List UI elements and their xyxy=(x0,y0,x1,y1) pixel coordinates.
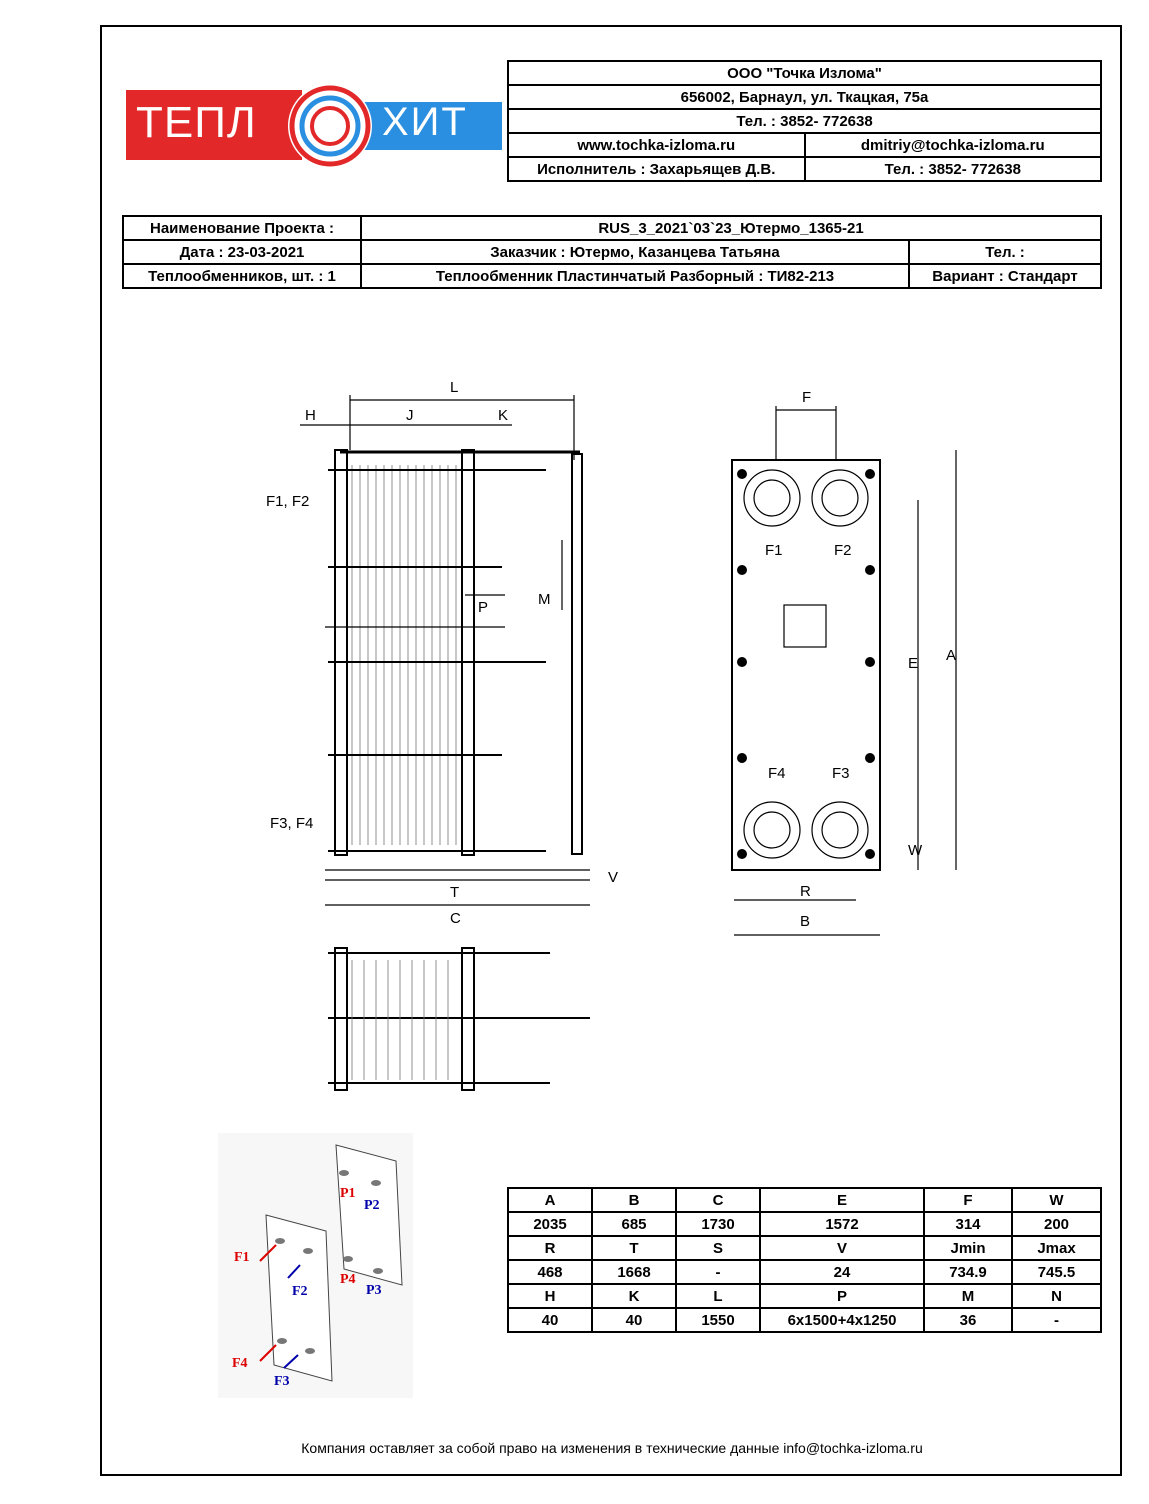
technical-drawing xyxy=(240,370,980,1100)
dim-cell: 40 xyxy=(508,1308,592,1332)
label-H: H xyxy=(305,407,316,424)
project-date: Дата : 23-03-2021 xyxy=(123,240,361,264)
top-view xyxy=(328,948,590,1090)
label-front-F3: F3 xyxy=(832,765,850,782)
dim-cell: - xyxy=(1012,1308,1101,1332)
front-bolts xyxy=(737,469,875,859)
label-R: R xyxy=(800,883,811,900)
dim-cell: E xyxy=(760,1188,924,1212)
dim-cell: L xyxy=(676,1284,760,1308)
footer-disclaimer: Компания оставляет за собой право на изменения в технические данные info@tochka-izloma.ru xyxy=(301,1440,923,1456)
label-W: W xyxy=(908,842,923,859)
company-logo xyxy=(126,90,502,160)
project-name-value: RUS_3_2021`03`23_Ютермо_1365-21 xyxy=(361,216,1101,240)
label-F: F xyxy=(802,389,812,406)
company-info-table xyxy=(507,60,1102,182)
label-E: E xyxy=(908,655,919,672)
dim-cell: N xyxy=(1012,1284,1101,1308)
dim-cell: A xyxy=(508,1188,592,1212)
project-customer: Заказчик : Ютермо, Казанцева Татьяна xyxy=(361,240,909,264)
dim-cell: 6x1500+4x1250 xyxy=(760,1308,924,1332)
label-F3-F4: F3, F4 xyxy=(270,815,314,832)
dim-cell: 1550 xyxy=(676,1308,760,1332)
plate-isometric-diagram xyxy=(218,1133,413,1398)
label-P4: P4 xyxy=(340,1272,356,1287)
dim-cell: 1572 xyxy=(760,1212,924,1236)
project-name-label: Наименование Проекта : xyxy=(123,216,361,240)
label-P1: P1 xyxy=(340,1186,356,1201)
dim-cell: P xyxy=(760,1284,924,1308)
dim-cell: 734.9 xyxy=(924,1260,1012,1284)
company-phone: Тел. : 3852- 772638 xyxy=(508,109,1101,133)
project-model: Теплообменник Пластинчатый Разборный : ТИ82-213 xyxy=(361,264,909,288)
dim-cell: T xyxy=(592,1236,676,1260)
executor-phone: Тел. : 3852- 772638 xyxy=(805,157,1102,181)
dim-cell: S xyxy=(676,1236,760,1260)
dim-cell: 745.5 xyxy=(1012,1260,1101,1284)
label-P2: P2 xyxy=(364,1198,380,1213)
project-count: Теплообменников, шт. : 1 xyxy=(123,264,361,288)
front-view xyxy=(732,406,956,935)
label-iso-F4: F4 xyxy=(232,1356,248,1371)
dim-cell: - xyxy=(676,1260,760,1284)
label-V: V xyxy=(608,869,619,886)
label-B: B xyxy=(800,913,811,930)
dim-cell: 1668 xyxy=(592,1260,676,1284)
dim-cell: 36 xyxy=(924,1308,1012,1332)
dim-row xyxy=(508,1212,1101,1236)
dim-cell: 24 xyxy=(760,1260,924,1284)
dim-cell: 200 xyxy=(1012,1212,1101,1236)
dim-row xyxy=(508,1308,1101,1332)
dim-cell: H xyxy=(508,1284,592,1308)
dim-cell: 40 xyxy=(592,1308,676,1332)
label-F1-F2: F1, F2 xyxy=(266,493,310,510)
dim-cell: R xyxy=(508,1236,592,1260)
dim-cell: 314 xyxy=(924,1212,1012,1236)
dim-cell: 1730 xyxy=(676,1212,760,1236)
dim-cell: B xyxy=(592,1188,676,1212)
label-J: J xyxy=(406,407,414,424)
dim-cell: F xyxy=(924,1188,1012,1212)
side-view xyxy=(300,395,590,905)
label-C: C xyxy=(450,910,461,927)
label-K: K xyxy=(498,407,509,424)
logo-text-right: ХИТ xyxy=(382,100,468,144)
logo-text-left: ТЕПЛ xyxy=(136,98,257,147)
dim-row xyxy=(508,1260,1101,1284)
dim-cell: K xyxy=(592,1284,676,1308)
label-P: P xyxy=(478,599,489,616)
executor: Исполнитель : Захарьящев Д.В. xyxy=(508,157,805,181)
dim-row xyxy=(508,1236,1101,1260)
dimensions-table xyxy=(507,1187,1102,1333)
label-M: M xyxy=(538,591,551,608)
project-tel: Тел. : xyxy=(909,240,1101,264)
label-front-F1: F1 xyxy=(765,542,783,559)
label-T: T xyxy=(450,884,460,901)
label-front-F2: F2 xyxy=(834,542,852,559)
label-iso-F3: F3 xyxy=(274,1374,290,1389)
dim-cell: Jmax xyxy=(1012,1236,1101,1260)
dim-cell: V xyxy=(760,1236,924,1260)
dim-cell: 2035 xyxy=(508,1212,592,1236)
dim-row xyxy=(508,1188,1101,1212)
project-variant: Вариант : Стандарт xyxy=(909,264,1101,288)
dim-cell: M xyxy=(924,1284,1012,1308)
label-iso-F1: F1 xyxy=(234,1250,250,1265)
dim-cell: 685 xyxy=(592,1212,676,1236)
label-front-F4: F4 xyxy=(768,765,786,782)
company-name: ООО "Точка Излома" xyxy=(508,61,1101,85)
dim-cell: W xyxy=(1012,1188,1101,1212)
logo-rings-icon xyxy=(284,80,376,172)
company-address: 656002, Барнаул, ул. Ткацкая, 75а xyxy=(508,85,1101,109)
label-iso-F2: F2 xyxy=(292,1284,308,1299)
label-L: L xyxy=(450,379,459,396)
dim-cell: C xyxy=(676,1188,760,1212)
dim-row xyxy=(508,1284,1101,1308)
dim-cell: Jmin xyxy=(924,1236,1012,1260)
company-email: dmitriy@tochka-izloma.ru xyxy=(805,133,1102,157)
dim-cell: 468 xyxy=(508,1260,592,1284)
label-P3: P3 xyxy=(366,1283,382,1298)
project-info-table xyxy=(122,215,1102,289)
company-website: www.tochka-izloma.ru xyxy=(508,133,805,157)
label-A: A xyxy=(946,647,957,664)
